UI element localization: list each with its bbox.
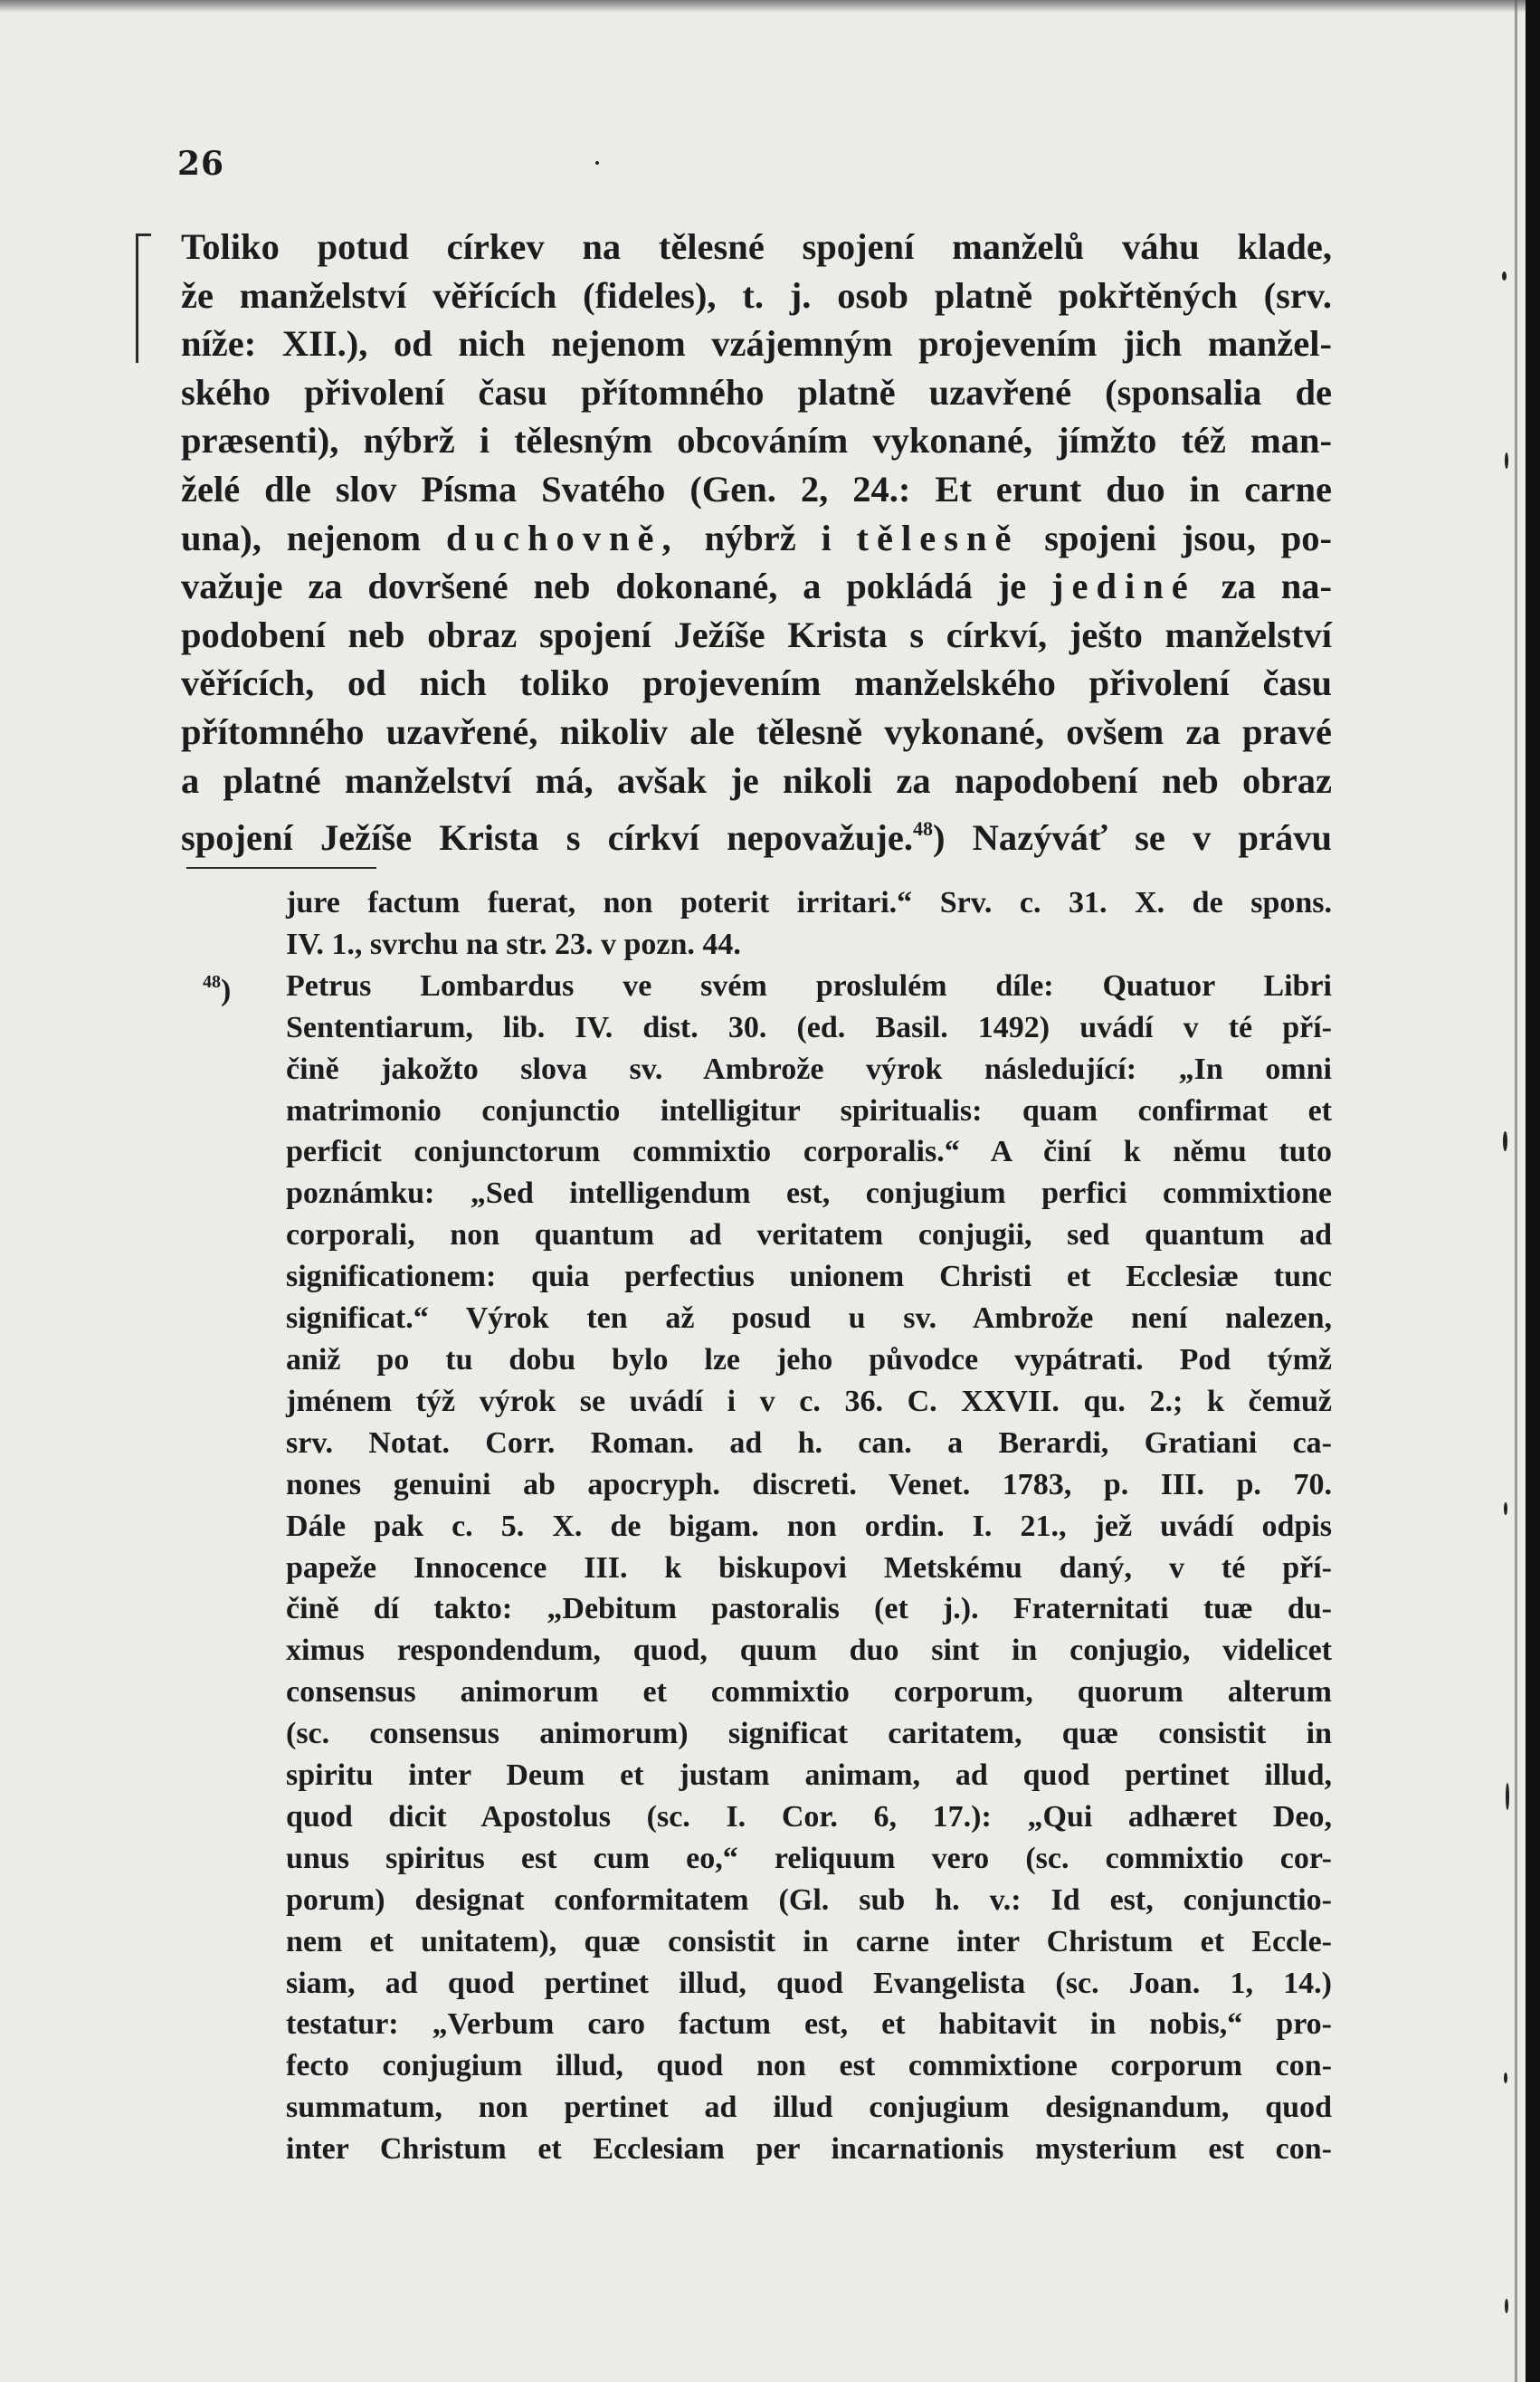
footnote-line: significationem: quia perfectius unionem Christi et Ecclesiæ tunc — [286, 1260, 1332, 1294]
main-line: želé dle slov Písma Svatého (Gen. 2, 24.: Et erunt duo in carne — [181, 468, 1332, 510]
scan-speck — [595, 161, 599, 165]
footnote-reference[interactable]: 48 — [912, 817, 933, 841]
scan-dark-edge — [1526, 0, 1540, 2382]
emphasis-spaced: tělesně — [856, 517, 1020, 558]
scan-speck — [1504, 1502, 1507, 1515]
footnote-line: summatum, non pertinet ad illud conjugium designandum, quod — [286, 2091, 1332, 2125]
margin-bracket — [136, 233, 151, 363]
footnote-line: corporali, non quantum ad veritatem conjugii, sed quantum ad — [286, 1218, 1332, 1253]
main-line: ského přivolení času přítomného platně uzavřené (sponsalia de — [181, 371, 1332, 413]
footnote-line: consensus animorum et commixtio corporum, quorum alterum — [286, 1675, 1332, 1710]
footnote-line: ximus respondendum, quod, quum duo sint in conjugio, videlicet — [286, 1634, 1332, 1668]
footnote-line: spiritu inter Deum et justam animam, ad quod pertinet illud, — [286, 1758, 1332, 1793]
main-line — [181, 805, 1332, 862]
page-number: 26 — [177, 145, 225, 183]
footnote-line: matrimonio conjunctio intelligitur spiritualis: quam confirmat et — [286, 1093, 1332, 1128]
main-line: a platné manželství má, avšak je nikoli za napodobení neb obraz — [181, 759, 1332, 801]
scan-top-shadow — [0, 0, 1526, 13]
scan-speck — [1506, 1783, 1509, 1810]
main-line: Toliko potud církev na tělesné spojení manželů váhu klade, — [181, 226, 1332, 267]
footnote-line: fecto conjugium illud, quod non est commixtione corporum con- — [286, 2049, 1332, 2083]
footnote-line: jménem týž výrok se uvádí i v c. 36. C. XXVII. qu. 2.; k čemuž — [286, 1384, 1332, 1418]
main-line: věřících, od nich toliko projevením manželského přivolení času — [181, 662, 1332, 704]
footnote-48 — [203, 966, 1332, 2170]
footnote-line: porum) designat conformitatem (Gl. sub h. v.: Id est, conjunctio- — [286, 1882, 1332, 1917]
footnote-line: perficit conjunctorum commixtio corporalis.“ A činí k němu tuto — [286, 1135, 1332, 1169]
footnote-line: Sententiarum, lib. IV. dist. 30. (ed. Basil. 1492) uvádí v té pří- — [286, 1010, 1332, 1044]
footnote-48-body — [286, 966, 1332, 2170]
footnote-48-paren: ) — [221, 973, 232, 1007]
main-text-run: važuje za dovršené neb dokonané, a pokládá je — [181, 566, 1027, 607]
footnote-line: aniž po tu dobu bylo lze jeho původce vypátrati. Pod týmž — [286, 1342, 1332, 1377]
scan-speck — [1505, 2299, 1508, 2313]
footnote-continuation-line: IV. 1., svrchu na str. 23. v pozn. 44. — [286, 927, 741, 961]
main-paragraph — [181, 223, 1332, 862]
footnote-line: srv. Notat. Corr. Roman. ad h. can. a Berardi, Gratiani ca- — [286, 1425, 1332, 1460]
main-line: níže: XII.), od nich nejenom vzájemným projevením jich manžel- — [181, 323, 1332, 365]
footnote-line: čině dí takto: „Debitum pastoralis (et j.). Fraternitati tuæ du- — [286, 1592, 1332, 1626]
scan-edge-rule — [1515, 0, 1517, 2382]
footnote-line: čině jakožto slova sv. Ambrože výrok následující: „In omni — [286, 1052, 1332, 1086]
main-line: že manželství věřících (fideles), t. j. osob platně pokřtěných (srv. — [181, 274, 1332, 316]
footnote-48-number: 48 — [203, 971, 221, 992]
scan-speck — [1505, 453, 1508, 469]
main-line — [181, 562, 1332, 611]
scan-speck — [1503, 1131, 1507, 1151]
emphasis-spaced: jediné — [1051, 566, 1196, 607]
main-text-run: nýbrž i — [704, 517, 832, 558]
footnote-line: nem et unitatem), quæ consistit in carne inter Christum et Eccle- — [286, 1924, 1332, 1958]
footnote-line: nones genuini ab apocryph. discreti. Venet. 1783, p. III. p. 70. — [286, 1467, 1332, 1501]
footnotes — [203, 882, 1332, 2170]
footnote-line: siam, ad quod pertinet illud, quod Evangelista (sc. Joan. 1, 14.) — [286, 1966, 1332, 2000]
footnote-line: Dále pak c. 5. X. de bigam. non ordin. I. 21., jež uvádí odpis — [286, 1509, 1332, 1543]
main-line — [181, 514, 1332, 563]
footnote-line: unus spiritus est cum eo,“ reliquum vero (sc. commixtio cor- — [286, 1841, 1332, 1875]
main-text-run: una), nejenom — [181, 517, 422, 558]
footnote-separator — [186, 867, 376, 869]
footnote-line: inter Christum et Ecclesiam per incarnationis mysterium est con- — [286, 2132, 1332, 2167]
footnote-48-marker — [203, 962, 231, 1012]
main-text-run: ) Nazýváť se v právu — [932, 817, 1332, 859]
main-line: podobení neb obraz spojení Ježíše Krista s církví, ješto manželství — [181, 614, 1332, 655]
scan-speck — [1502, 272, 1507, 281]
main-text-run: za na- — [1221, 566, 1332, 607]
footnote-line: quod dicit Apostolus (sc. I. Cor. 6, 17.): „Qui adhæret Deo, — [286, 1799, 1332, 1834]
footnote-line: significat.“ Výrok ten až posud u sv. Ambrože není nalezen, — [286, 1301, 1332, 1336]
footnote-line: Petrus Lombardus ve svém proslulém díle: Quatuor Libri — [286, 968, 1332, 1003]
emphasis-spaced: duchovně, — [445, 517, 680, 558]
footnote-line: (sc. consensus animorum) significat caritatem, quæ consistit in — [286, 1717, 1332, 1751]
main-line: přítomného uzavřené, nikoliv ale tělesně vykonané, ovšem za pravé — [181, 710, 1332, 752]
main-text-run: spojeni jsou, po- — [1044, 517, 1333, 558]
scan-speck — [1504, 2072, 1507, 2083]
footnote-line: papeže Innocence III. k biskupovi Metskému daný, v té pří- — [286, 1550, 1332, 1585]
main-line: præsenti), nýbrž i tělesným obcováním vykonané, jímžto též man- — [181, 420, 1332, 462]
footnote-continuation-line: jure factum fuerat, non poterit irritari.“ Srv. c. 31. X. de spons. — [286, 886, 1332, 919]
footnote-line: poznámku: „Sed intelligendum est, conjugium perfici commixtione — [286, 1177, 1332, 1211]
footnote-line: testatur: „Verbum caro factum est, et habitavit in nobis,“ pro- — [286, 2007, 1332, 2042]
main-text-run: spojení Ježíše Krista s církví nepovažuje. — [181, 817, 913, 859]
